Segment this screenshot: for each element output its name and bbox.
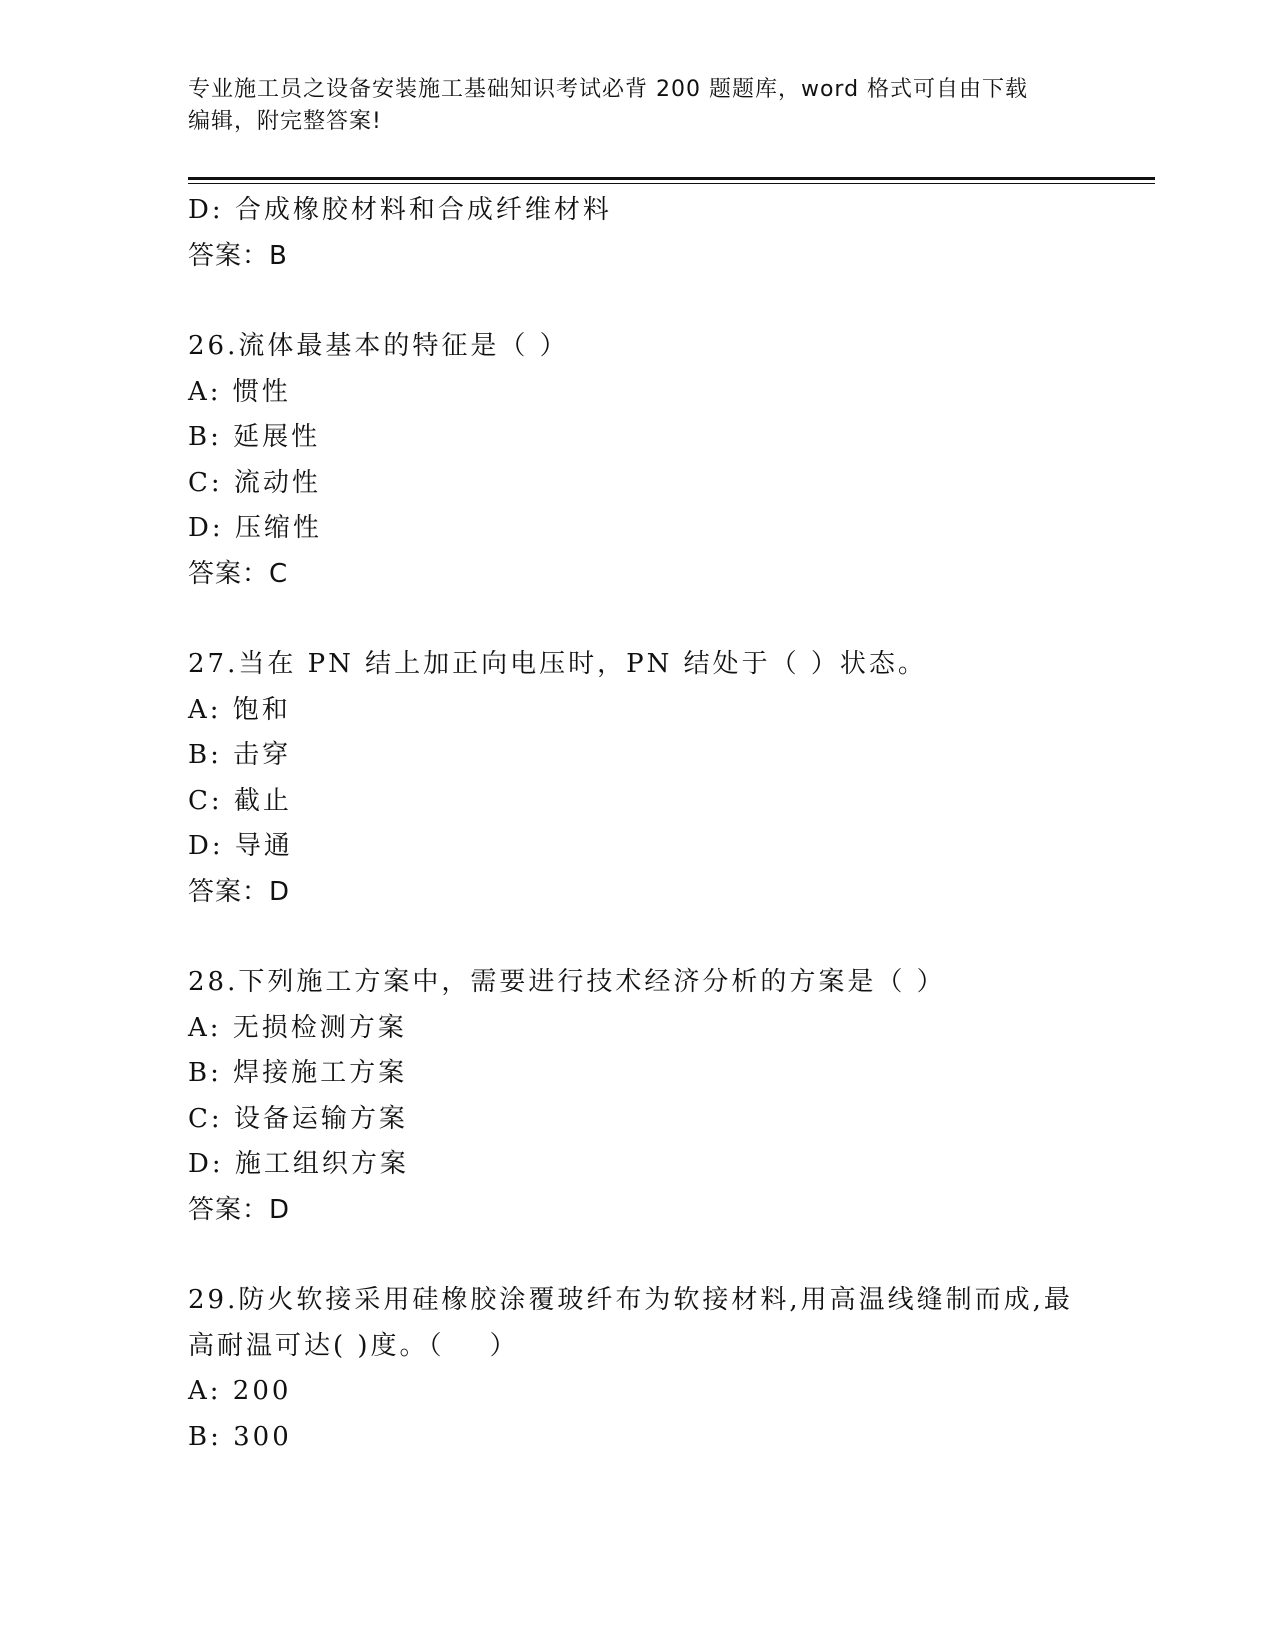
option-d: D: 合成橡胶材料和合成纤维材料 (188, 195, 612, 225)
question-list (188, 188, 1088, 1460)
option-c: C: 设备运输方案 (188, 1103, 408, 1134)
document-header (188, 74, 1088, 138)
header-divider-thick (188, 177, 1155, 180)
option-a: A: 惯性 (188, 376, 291, 407)
option-b: B: 焊接施工方案 (188, 1058, 408, 1088)
header-divider-thin (188, 183, 1155, 184)
question-25-tail (188, 188, 1088, 279)
question-stem-line-1: 29.防火软接采用硅橡胶涂覆玻纤布为软接材料,用高温线缝制而成,最 (188, 1285, 1073, 1315)
spacer (188, 279, 1088, 324)
option-d: D: 施工组织方案 (188, 1149, 409, 1179)
option-b: B: 击穿 (188, 740, 292, 770)
option-c: C: 流动性 (188, 467, 321, 498)
option-d: D: 导通 (188, 831, 293, 861)
option-b: B: 300 (188, 1421, 292, 1452)
option-a: A: 饱和 (188, 694, 291, 725)
question-stem: 27.当在 PN 结上加正向电压时，PN 结处于（ ）状态。 (188, 649, 927, 679)
spacer (188, 597, 1088, 642)
header-line-2: 编辑，附完整答案! (188, 109, 382, 134)
answer: 答案：B (188, 240, 288, 271)
header-line-1: 专业施工员之设备安装施工基础知识考试必背 200 题题库，word 格式可自由下载 (188, 77, 1029, 102)
option-d: D: 压缩性 (188, 513, 322, 543)
answer: 答案：D (188, 1194, 291, 1225)
option-b: B: 延展性 (188, 422, 321, 452)
answer: 答案：C (188, 558, 289, 589)
question-29 (188, 1278, 1088, 1460)
question-stem: 28.下列施工方案中，需要进行技术经济分析的方案是（ ） (188, 967, 946, 997)
answer: 答案：D (188, 876, 291, 907)
question-stem-line-2: 高耐温可达( )度。（ ） (188, 1330, 519, 1361)
spacer (188, 1233, 1088, 1278)
question-stem: 26.流体最基本的特征是（ ） (188, 331, 569, 361)
question-28 (188, 960, 1088, 1233)
option-a: A: 200 (188, 1376, 292, 1406)
option-c: C: 截止 (188, 785, 292, 816)
spacer (188, 915, 1088, 960)
question-27 (188, 642, 1088, 915)
option-a: A: 无损检测方案 (188, 1012, 407, 1043)
question-26 (188, 324, 1088, 597)
